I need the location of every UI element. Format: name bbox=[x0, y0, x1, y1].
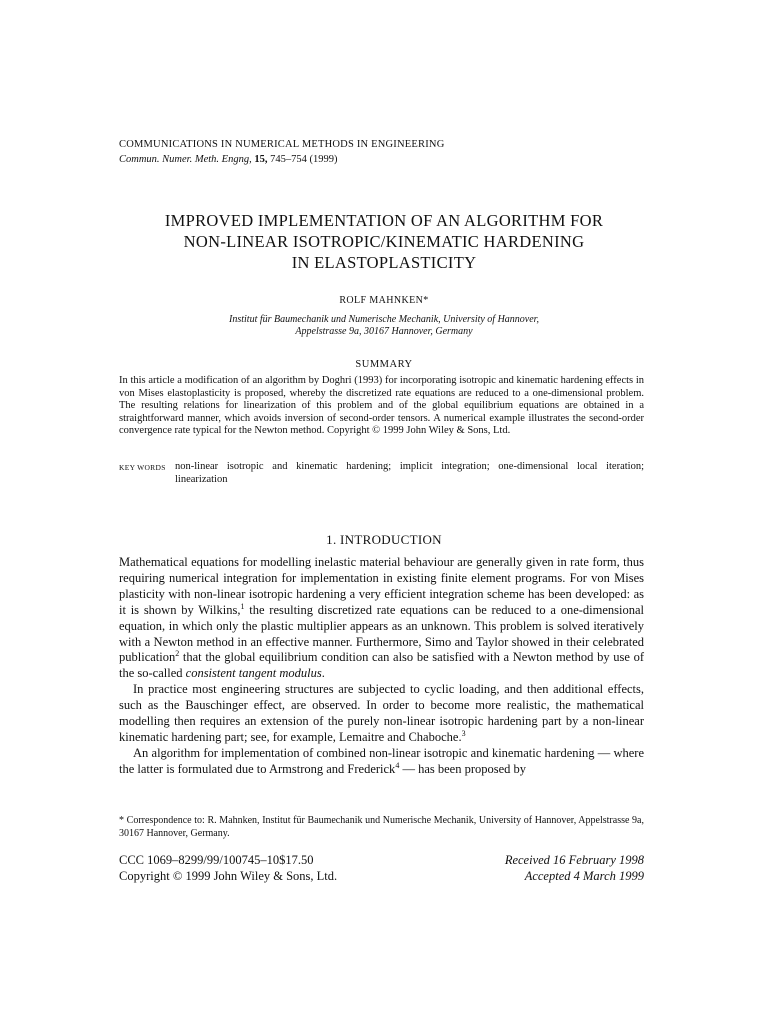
summary-heading: SUMMARY bbox=[355, 359, 413, 370]
author-name: ROLF MAHNKEN* bbox=[339, 295, 429, 306]
journal-name: COMMUNICATIONS IN NUMERICAL METHODS IN ENGINEERING bbox=[119, 139, 445, 150]
reference-marker: 1 bbox=[240, 601, 245, 611]
citation-volume: 15, bbox=[254, 154, 268, 165]
emphasis-term: consistent tangent modulus bbox=[185, 666, 322, 681]
text-run: the resulting discretized rate equations can be reduced to a one-dimensional equation, in which only the plastic multiplier appears as an unknown. This problem is solved iteratively with a Newton method in an effective manner. Furthermore, Simo and Taylor showed in their celebrated publication bbox=[119, 602, 645, 665]
text-run: . bbox=[321, 666, 325, 681]
text-run: In practice most engineering structures are subjected to cyclic loading, and then additional effects, such as the Bauschinger effect, are observed. In order to become more realistic, the mathematical modelling then requires an extension of the purely non-linear isotropic hardening part by a non-linear kinematic hardening part; see, for example, Lemaitre and Chaboche. bbox=[119, 682, 644, 744]
paragraph bbox=[119, 746, 644, 778]
paper-title bbox=[100, 210, 668, 273]
text-run: An algorithm for implementation of combined non-linear isotropic and kinematic hardening — where the latter is formulated due to Armstrong and Frederick bbox=[119, 745, 644, 776]
journal-citation bbox=[119, 154, 337, 165]
summary-text: In this article a modification of an algorithm by Doghri (1993) for incorporating isotropic and kinematic hardening effects in von Mises elastoplasticity is proposed, whereby the discretized rate equations are reduced to a one-dimensional problem. The resulting relations for linearization of this problem and of the global equilibrium equations are obtained in a straightforward manner, which avoids inversion of second-order tensors. A numerical example illustrates the second-order convergence rate typical for the Newton method. Copyright © 1999 John Wiley & Sons, Ltd. bbox=[119, 375, 644, 436]
citation-pages-year: 745–754 (1999) bbox=[270, 154, 338, 165]
title-line: IMPROVED IMPLEMENTATION OF AN ALGORITHM FOR bbox=[164, 211, 604, 230]
publication-info bbox=[119, 853, 337, 884]
text-run: Mathematical equations for modelling inelastic material behaviour are generally given in rate form, thus requiring numerical integration for implementation in existing finite element programs. For von Mises plasticity with non-linear isotropic hardening a very efficient integration scheme has been developed: as it is shown by Wilkins, bbox=[119, 555, 644, 617]
affiliation-line: Appelstrasse 9a, 30167 Hannover, Germany bbox=[295, 326, 473, 337]
submission-dates bbox=[505, 853, 644, 884]
ccc-code: CCC 1069–8299/99/100745–10$17.50 bbox=[119, 853, 314, 867]
title-line: IN ELASTOPLASTICITY bbox=[291, 253, 477, 272]
copyright-notice: Copyright © 1999 John Wiley & Sons, Ltd. bbox=[119, 868, 338, 883]
affiliation-line: Institut für Baumechanik und Numerische Mechanik, University of Hannover, bbox=[229, 314, 539, 325]
keywords-text: non-linear isotropic and kinematic hardening; implicit integration; one-dimensional local iteration; linearization bbox=[175, 461, 644, 485]
reference-marker: 4 bbox=[395, 760, 400, 770]
paragraph bbox=[119, 682, 644, 746]
paragraph bbox=[119, 555, 644, 682]
author-affiliation bbox=[100, 314, 668, 338]
text-run: — has been proposed by bbox=[399, 761, 527, 776]
correspondence-footnote: * Correspondence to: R. Mahnken, Institut für Baumechanik und Numerische Mechanik, University of Hannover, Appelstrasse 9a, 30167 Hannover, Germany. bbox=[119, 815, 644, 839]
reference-marker: 2 bbox=[175, 649, 180, 659]
received-date: Received 16 February 1998 bbox=[504, 853, 644, 867]
text-run: that the global equilibrium condition can also be satisfied with a Newton method by use of the so-called bbox=[119, 650, 644, 681]
accepted-date: Accepted 4 March 1999 bbox=[524, 868, 644, 883]
citation-journal-abbrev: Commun. Numer. Meth. Engng, bbox=[119, 154, 252, 165]
reference-marker: 3 bbox=[461, 728, 466, 738]
keywords-label: KEY WORDS bbox=[119, 463, 166, 472]
title-line: NON-LINEAR ISOTROPIC/KINEMATIC HARDENING bbox=[183, 232, 585, 251]
introduction-body bbox=[119, 555, 644, 778]
section-heading-introduction: 1. INTRODUCTION bbox=[326, 532, 442, 547]
